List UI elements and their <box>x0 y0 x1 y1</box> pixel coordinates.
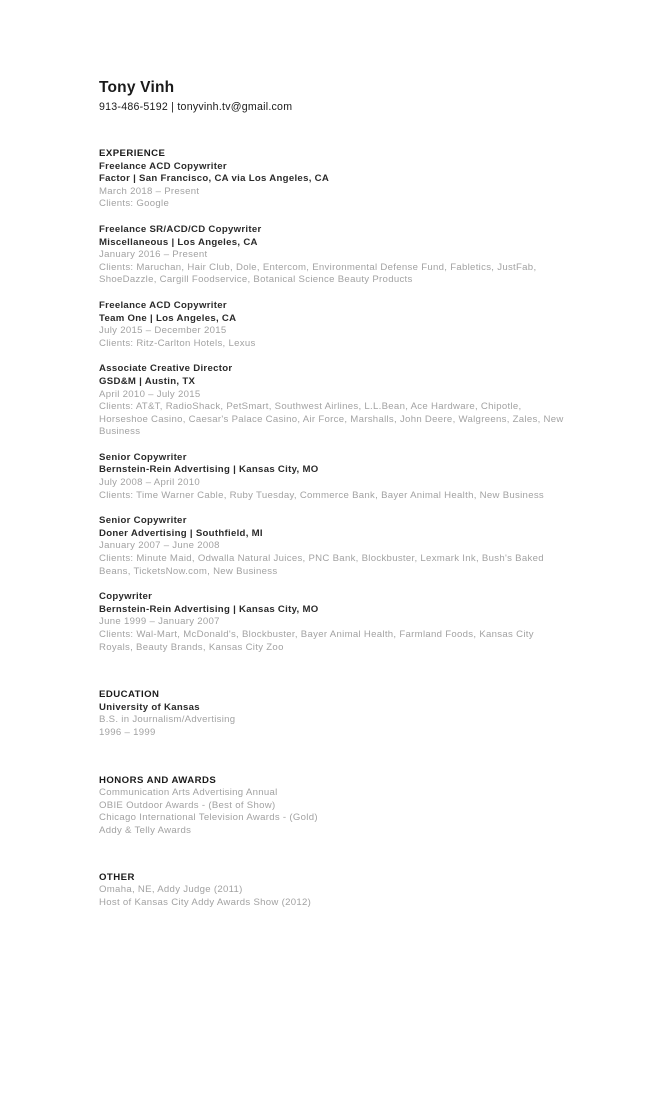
job-clients: Clients: Ritz-Carlton Hotels, Lexus <box>99 337 256 349</box>
experience-entry <box>99 161 565 211</box>
job-role: Associate Creative Director <box>99 363 233 375</box>
experience-entry <box>99 300 565 350</box>
job-dates: July 2008 – April 2010 <box>99 477 201 489</box>
contact-line: 913-486-5192 | tonyvinh.tv@gmail.com <box>99 101 293 113</box>
job-role: Freelance SR/ACD/CD Copywriter <box>99 223 262 235</box>
job-dates: July 2015 – December 2015 <box>99 325 227 337</box>
experience-entry <box>99 515 565 578</box>
job-role: Freelance ACD Copywriter <box>99 299 227 311</box>
job-clients: Clients: Time Warner Cable, Ruby Tuesday, Commerce Bank, Bayer Animal Health, New Business <box>99 489 545 501</box>
honors-item: Addy & Telly Awards <box>99 824 192 836</box>
job-role: Copywriter <box>99 591 153 603</box>
job-role: Senior Copywriter <box>99 451 187 463</box>
honors-item: Communication Arts Advertising Annual <box>99 787 278 799</box>
candidate-name: Tony Vinh <box>99 79 175 96</box>
education-school: University of Kansas <box>99 701 200 713</box>
section-title-other: OTHER <box>99 871 135 883</box>
other-item: Omaha, NE, Addy Judge (2011) <box>99 884 243 896</box>
section-experience <box>99 148 565 654</box>
honors-item: OBIE Outdoor Awards - (Best of Show) <box>99 799 276 811</box>
job-clients: Clients: Minute Maid, Odwalla Natural Juices, PNC Bank, Blockbuster, Lexmark Ink, Bush's Baked Beans, TicketsNow.com, New Business <box>99 553 544 577</box>
job-company: GSD&M | Austin, TX <box>99 375 196 387</box>
experience-entry <box>99 224 565 287</box>
education-degree: B.S. in Journalism/Advertising <box>99 714 236 726</box>
experience-entry <box>99 363 565 439</box>
job-company: Bernstein-Rein Advertising | Kansas City, MO <box>99 464 319 476</box>
job-dates: January 2007 – June 2008 <box>99 540 220 552</box>
job-role: Senior Copywriter <box>99 515 187 527</box>
job-company: Factor | San Francisco, CA via Los Angeles, CA <box>99 173 330 185</box>
job-company: Team One | Los Angeles, CA <box>99 312 237 324</box>
section-title-experience: EXPERIENCE <box>99 148 166 159</box>
job-clients: Clients: Maruchan, Hair Club, Dole, Entercom, Environmental Defense Fund, Fabletics, JustFab, ShoeDazzle, Cargill Foodservice, Botanical Science Beauty Products <box>99 261 537 286</box>
job-company: Miscellaneous | Los Angeles, CA <box>99 236 258 248</box>
job-dates: April 2010 – July 2015 <box>99 388 201 400</box>
resume-content <box>99 78 565 909</box>
section-other <box>99 872 565 910</box>
job-clients: Clients: Wal-Mart, McDonald's, Blockbuster, Bayer Animal Health, Farmland Foods, Kansas City Royals, Beauty Brands, Kansas City Zoo <box>99 629 534 653</box>
education-dates: 1996 – 1999 <box>99 726 156 738</box>
job-clients: Clients: AT&T, RadioShack, PetSmart, Southwest Airlines, L.L.Bean, Ace Hardware, Chipotle, Horseshoe Casino, Caesar's Palace Casino, Air Force, Marshalls, John Deere, Walgreens, Zales, New Business <box>99 401 564 438</box>
other-item: Host of Kansas City Addy Awards Show (2012) <box>99 896 312 908</box>
job-dates: January 2016 – Present <box>99 249 208 261</box>
experience-entry <box>99 452 565 502</box>
job-dates: March 2018 – Present <box>99 185 200 197</box>
job-dates: June 1999 – January 2007 <box>99 616 220 628</box>
section-title-education: EDUCATION <box>99 689 160 701</box>
job-company: Doner Advertising | Southfield, MI <box>99 527 263 539</box>
section-title-honors: HONORS AND AWARDS <box>99 774 217 786</box>
job-role: Freelance ACD Copywriter <box>99 160 227 172</box>
section-education <box>99 689 565 739</box>
experience-entry <box>99 591 565 654</box>
section-honors <box>99 775 565 838</box>
job-company: Bernstein-Rein Advertising | Kansas City, MO <box>99 603 319 615</box>
honors-item: Chicago International Television Awards - (Gold) <box>99 812 318 824</box>
resume-header <box>99 78 565 114</box>
job-clients: Clients: Google <box>99 198 170 210</box>
